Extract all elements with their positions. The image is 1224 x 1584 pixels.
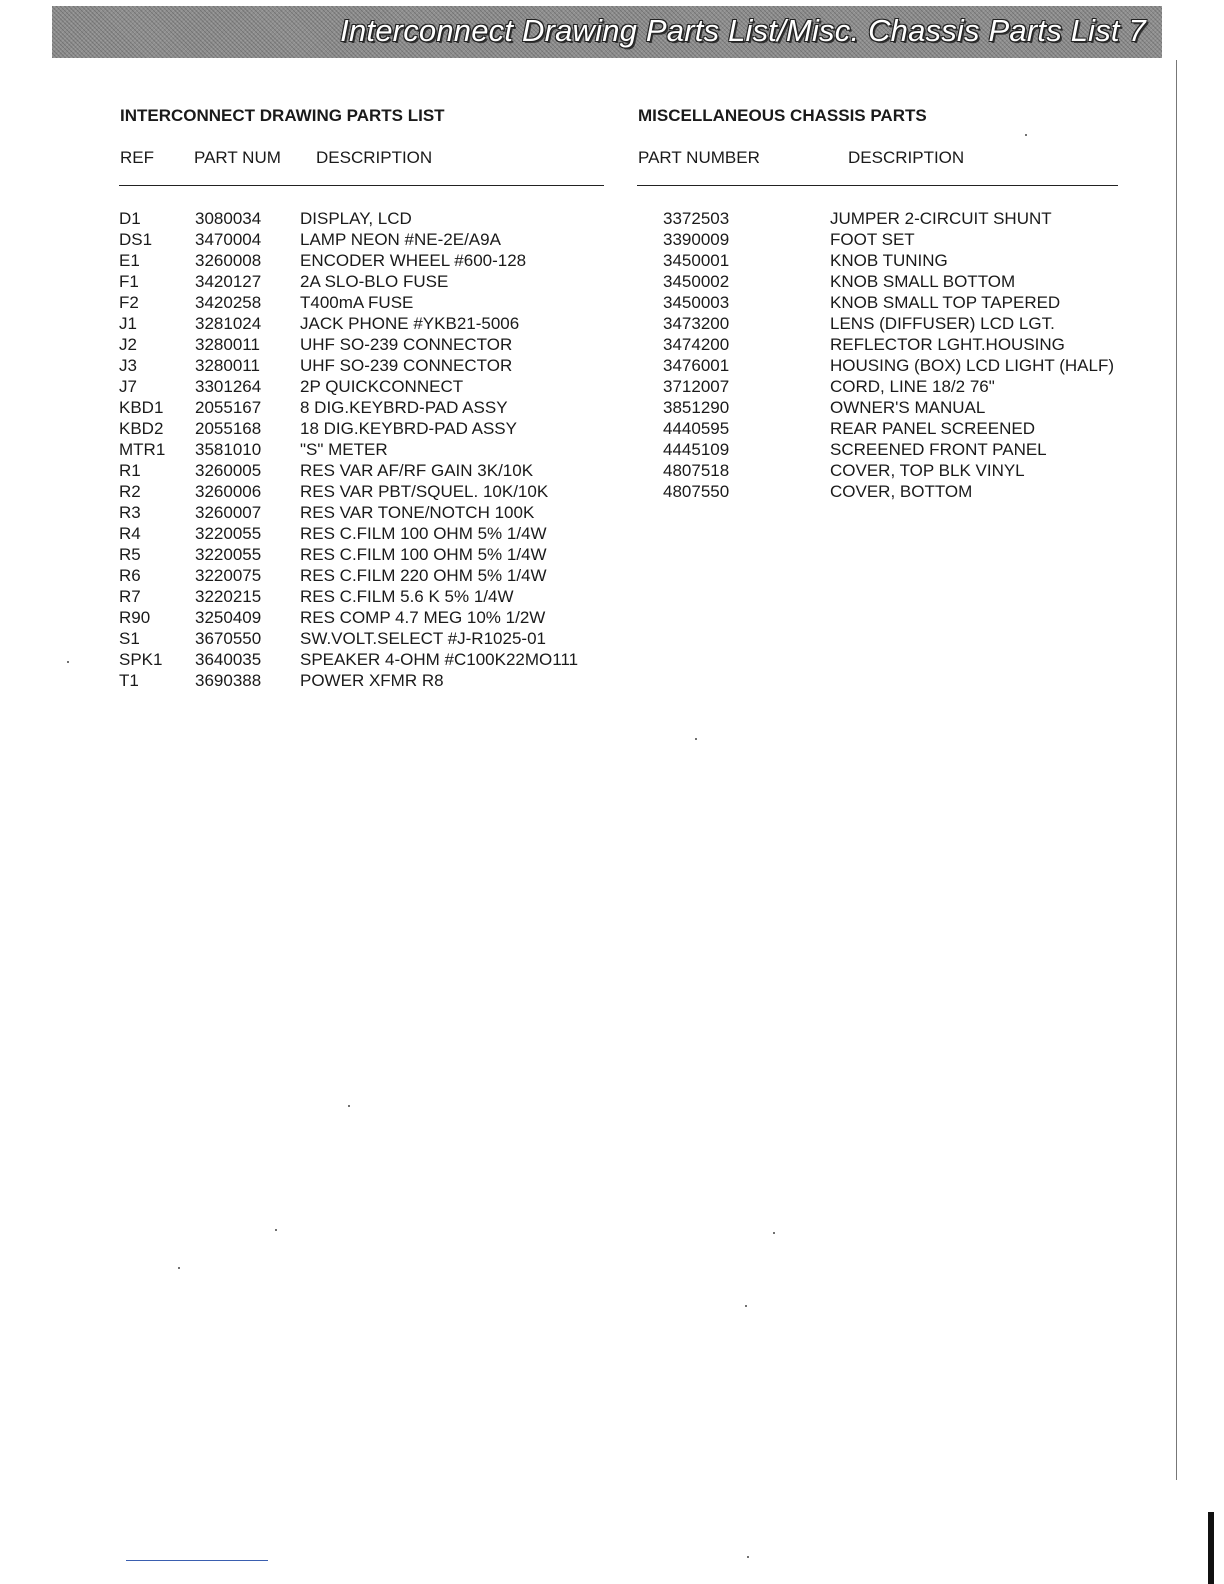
part-number-cell: 3280011: [195, 335, 260, 354]
description-cell: REFLECTOR LGHT.HOUSING: [830, 335, 1065, 354]
scan-speck: [695, 738, 697, 740]
ref-cell: MTR1: [119, 440, 166, 459]
part-number-cell: 3420258: [195, 293, 262, 312]
description-cell: LENS (DIFFUSER) LCD LGT.: [830, 314, 1055, 333]
table-row: [119, 649, 609, 670]
part-number-cell: 3474200: [663, 335, 730, 354]
part-num-column-header: PART NUM: [194, 148, 281, 167]
part-number-cell: 3281024: [195, 314, 262, 333]
table-row: [119, 481, 609, 502]
table-row: [663, 397, 1133, 418]
description-cell: FOOT SET: [830, 230, 915, 249]
description-cell: RES VAR PBT/SQUEL. 10K/10K: [300, 482, 549, 501]
scan-speck: [1025, 134, 1027, 136]
table-row: [119, 523, 609, 544]
ref-cell: SPK1: [119, 650, 163, 669]
part-number-cell: 3220215: [195, 587, 262, 606]
part-number-cell: 3851290: [663, 398, 730, 417]
part-number-cell: 3476001: [663, 356, 730, 375]
table-row: [663, 250, 1133, 271]
table-row: [119, 292, 609, 313]
table-row: [119, 418, 609, 439]
description-cell: OWNER'S MANUAL: [830, 398, 986, 417]
interconnect-parts-table: [119, 208, 609, 691]
ref-cell: R1: [119, 461, 141, 480]
ref-cell: R90: [119, 608, 151, 627]
part-number-cell: 3280011: [195, 356, 260, 375]
description-cell: KNOB TUNING: [830, 251, 948, 270]
description-cell: UHF SO-239 CONNECTOR: [300, 335, 513, 354]
description-cell: COVER, BOTTOM: [830, 482, 973, 501]
ref-cell: J1: [119, 314, 137, 333]
part-number-cell: 4807550: [663, 482, 730, 501]
table-row: [119, 313, 609, 334]
ref-cell: S1: [119, 629, 140, 648]
table-row: [119, 460, 609, 481]
description-cell: RES C.FILM 100 OHM 5% 1/4W: [300, 524, 547, 543]
ref-cell: R3: [119, 503, 141, 522]
part-number-column-header: PART NUMBER: [638, 148, 760, 167]
table-row: [663, 355, 1133, 376]
part-number-cell: 3260007: [195, 503, 262, 522]
table-row: [119, 355, 609, 376]
ref-cell: R5: [119, 545, 141, 564]
part-number-cell: 3640035: [195, 650, 262, 669]
ref-cell: DS1: [119, 230, 153, 249]
table-row: [119, 628, 609, 649]
description-cell: 2P QUICKCONNECT: [300, 377, 464, 396]
table-row: [119, 565, 609, 586]
chassis-parts-table: [663, 208, 1133, 502]
scan-speck: [773, 1232, 775, 1234]
table-row: [663, 229, 1133, 250]
scan-edge-line: [1176, 60, 1177, 1480]
scan-speck: [745, 1305, 747, 1307]
table-row: [663, 460, 1133, 481]
part-number-cell: 3670550: [195, 629, 262, 648]
table-row: [119, 229, 609, 250]
ref-cell: D1: [119, 209, 141, 228]
scan-speck: [348, 1105, 350, 1107]
table-row: [119, 670, 609, 691]
part-number-cell: 3372503: [663, 209, 730, 228]
part-number-cell: 3080034: [195, 209, 262, 228]
part-number-cell: 4807518: [663, 461, 730, 480]
part-number-cell: 3450002: [663, 272, 730, 291]
description-cell: RES C.FILM 100 OHM 5% 1/4W: [300, 545, 547, 564]
description-cell: RES COMP 4.7 MEG 10% 1/2W: [300, 608, 546, 627]
ref-cell: J2: [119, 335, 137, 354]
table-row: [119, 376, 609, 397]
part-number-cell: 2055167: [195, 398, 262, 417]
table-row: [119, 607, 609, 628]
ref-cell: R4: [119, 524, 141, 543]
description-cell: RES C.FILM 220 OHM 5% 1/4W: [300, 566, 547, 585]
description-cell: SCREENED FRONT PANEL: [830, 440, 1047, 459]
description-column-header: DESCRIPTION: [316, 148, 433, 167]
part-number-cell: 3473200: [663, 314, 730, 333]
page-title-banner: [52, 6, 1162, 58]
part-number-cell: 3260005: [195, 461, 262, 480]
part-number-cell: 2055168: [195, 419, 262, 438]
chassis-header-rule: [637, 185, 1118, 186]
table-row: [119, 334, 609, 355]
ref-cell: KBD2: [119, 419, 164, 438]
description-cell: SPEAKER 4-OHM #C100K22MO111: [300, 650, 579, 669]
part-number-cell: 3420127: [195, 272, 262, 291]
footer-rule: [126, 1560, 268, 1561]
table-row: [663, 376, 1133, 397]
description-cell: KNOB SMALL BOTTOM: [830, 272, 1016, 291]
description-cell: JUMPER 2-CIRCUIT SHUNT: [830, 209, 1052, 228]
part-number-cell: 4445109: [663, 440, 730, 459]
table-row: [119, 586, 609, 607]
part-number-cell: 3450001: [663, 251, 730, 270]
interconnect-header-rule: [119, 185, 604, 186]
interconnect-section-heading: INTERCONNECT DRAWING PARTS LIST: [120, 106, 445, 125]
description-cell: LAMP NEON #NE-2E/A9A: [300, 230, 501, 249]
scan-edge-mark: [1208, 1512, 1214, 1584]
ref-cell: J7: [119, 377, 137, 396]
description-cell: ENCODER WHEEL #600-128: [300, 251, 527, 270]
description-cell: 8 DIG.KEYBRD-PAD ASSY: [300, 398, 508, 417]
table-row: [663, 481, 1133, 502]
part-number-cell: 3581010: [195, 440, 262, 459]
table-row: [663, 418, 1133, 439]
table-row: [119, 250, 609, 271]
table-row: [119, 439, 609, 460]
part-number-cell: 3712007: [663, 377, 730, 396]
table-row: [119, 502, 609, 523]
part-number-cell: 3250409: [195, 608, 262, 627]
description-cell: RES C.FILM 5.6 K 5% 1/4W: [300, 587, 514, 606]
ref-cell: R6: [119, 566, 141, 585]
table-row: [119, 271, 609, 292]
description-cell: JACK PHONE #YKB21-5006: [300, 314, 520, 333]
part-number-cell: 3260006: [195, 482, 262, 501]
ref-cell: J3: [119, 356, 137, 375]
part-number-cell: 3260008: [195, 251, 262, 270]
description-cell: HOUSING (BOX) LCD LIGHT (HALF): [830, 356, 1114, 375]
part-number-cell: 3470004: [195, 230, 262, 249]
description-cell: CORD, LINE 18/2 76": [830, 377, 995, 396]
description-cell: 2A SLO-BLO FUSE: [300, 272, 449, 291]
ref-cell: KBD1: [119, 398, 164, 417]
table-row: [663, 292, 1133, 313]
part-number-cell: 3301264: [195, 377, 262, 396]
table-row: [119, 397, 609, 418]
page-title: Interconnect Drawing Parts List/Misc. Chassis Parts List 7: [340, 13, 1146, 48]
ref-cell: F2: [119, 293, 139, 312]
description-cell: RES VAR TONE/NOTCH 100K: [300, 503, 535, 522]
scan-speck: [275, 1229, 277, 1231]
table-row: [663, 271, 1133, 292]
description-cell: POWER XFMR R8: [300, 671, 444, 690]
ref-cell: E1: [119, 251, 140, 270]
table-row: [663, 334, 1133, 355]
description-cell: SW.VOLT.SELECT #J-R1025-01: [300, 629, 546, 648]
description-cell: "S" METER: [300, 440, 388, 459]
part-number-cell: 4440595: [663, 419, 730, 438]
description-cell: T400mA FUSE: [300, 293, 414, 312]
description-cell: COVER, TOP BLK VINYL: [830, 461, 1025, 480]
description-cell: DISPLAY, LCD: [300, 209, 412, 228]
ref-cell: F1: [119, 272, 139, 291]
scan-speck: [747, 1556, 749, 1558]
part-number-cell: 3450003: [663, 293, 730, 312]
scan-speck: [178, 1267, 180, 1269]
part-number-cell: 3220055: [195, 524, 262, 543]
table-row: [119, 544, 609, 565]
ref-cell: T1: [119, 671, 139, 690]
table-row: [663, 313, 1133, 334]
ref-cell: R2: [119, 482, 141, 501]
scan-speck: [67, 661, 69, 663]
table-row: [663, 208, 1133, 229]
part-number-cell: 3690388: [195, 671, 262, 690]
ref-column-header: REF: [120, 148, 154, 167]
chassis-description-column-header: DESCRIPTION: [848, 148, 965, 167]
description-cell: REAR PANEL SCREENED: [830, 419, 1035, 438]
part-number-cell: 3220055: [195, 545, 262, 564]
part-number-cell: 3220075: [195, 566, 262, 585]
description-cell: KNOB SMALL TOP TAPERED: [830, 293, 1061, 312]
table-row: [663, 439, 1133, 460]
ref-cell: R7: [119, 587, 141, 606]
description-cell: UHF SO-239 CONNECTOR: [300, 356, 513, 375]
chassis-section-heading: MISCELLANEOUS CHASSIS PARTS: [638, 106, 927, 125]
table-row: [119, 208, 609, 229]
part-number-cell: 3390009: [663, 230, 730, 249]
description-cell: RES VAR AF/RF GAIN 3K/10K: [300, 461, 534, 480]
description-cell: 18 DIG.KEYBRD-PAD ASSY: [300, 419, 517, 438]
